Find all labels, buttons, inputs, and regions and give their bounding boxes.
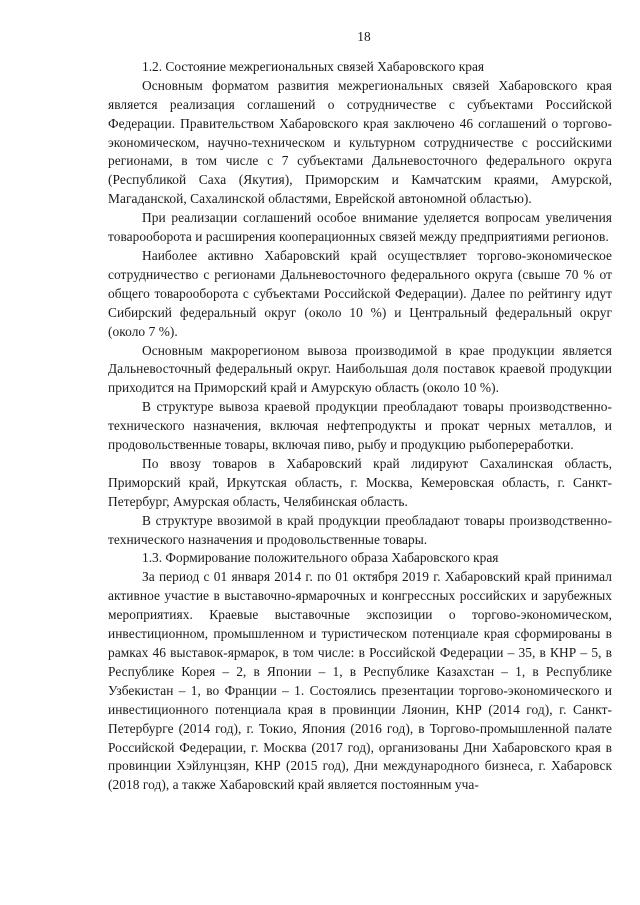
paragraph: Основным форматом развития межрегиональных связей Хабаровского края является реализация соглашений о сотрудничестве с субъектами Российской Федерации. Правительством Хабаровского края заключено 46 соглашений о торгово-экономическом, научно-техническом и культурном сотрудничестве с российскими регионами, в том числе с 7 субъектами Дальневосточного федерального округа (Республикой Саха (Якутия), Приморским и Камчатским краями, Амурской, Магаданской, Сахалинской областями, Еврейской автономной областью). xyxy=(108,77,612,207)
paragraph: В структуре вывоза краевой продукции преобладают товары производственно-технического назначения, включая нефтепродукты и прокат черных металлов, и продовольственные товары, включая пиво, рыбу и продукцию рыбопереработки. xyxy=(108,399,612,453)
paragraph: Наиболее активно Хабаровский край осуществляет торгово-экономическое сотрудничество с регионами Дальневосточного федерального округа (свыше 70 % от общего товарооборота с субъектами Российской Федерации). Далее по рейтингу идут Сибирский федеральный округ (около 10 %) и Центральный федеральный округ (около 7 %). xyxy=(108,247,612,339)
section-heading-1-3: 1.3. Формирование положительного образа Хабаровского края xyxy=(142,550,499,566)
paragraph: Основным макрорегионом вывоза производимой в крае продукции является Дальневосточный федеральный округ. Наибольшая доля поставок краевой продукции приходится на Приморский край и Амурскую область (около 10 %). xyxy=(108,342,612,396)
document-page xyxy=(108,28,612,795)
paragraph: При реализации соглашений особое внимание уделяется вопросам увеличения товарооборота и расширения кооперационных связей между предприятиями регионов. xyxy=(108,210,612,245)
paragraph: По ввозу товаров в Хабаровский край лидируют Сахалинская область, Приморский край, Иркутская область, г. Москва, Кемеровская область, г. Санкт-Петербург, Амурская область, Челябинская область. xyxy=(108,455,612,509)
paragraph: В структуре ввозимой в край продукции преобладают товары производственно-технического назначения и продовольственные товары. xyxy=(108,512,612,547)
paragraph: За период с 01 января 2014 г. по 01 октября 2019 г. Хабаровский край принимал активное участие в выставочно-ярмарочных и конгрессных российских и зарубежных мероприятиях. Краевые выставочные экспозиции о торгово-экономическом, инвестиционном, промышленном и туристическом потенциале края сформированы в рамках 46 выставок-ярмарок, в том числе: в Российской Федерации – 35, в КНР – 5, в Республике Корея – 2, в Японии – 1, в Республике Казахстан – 1, в Республике Узбекистан – 1, во Франции – 1. Состоялись презентации торгово-экономического и инвестиционного потенциала края в провинции Ляонин, КНР (2014 год), г. Санкт-Петербурге (2014 год), г. Токио, Япония (2016 год), в Торгово-промышленной палате Российской Федерации, г. Москва (2017 год), организованы Дни Хабаровского края в провинции Хэйлунцзян, КНР (2015 год), Дни международного бизнеса, г. Хабаровск (2018 год), а также Хабаровский край является постоянным уча- xyxy=(108,569,612,793)
page-number: 18 xyxy=(357,29,371,44)
section-heading-1-2: 1.2. Состояние межрегиональных связей Хабаровского края xyxy=(142,58,485,74)
